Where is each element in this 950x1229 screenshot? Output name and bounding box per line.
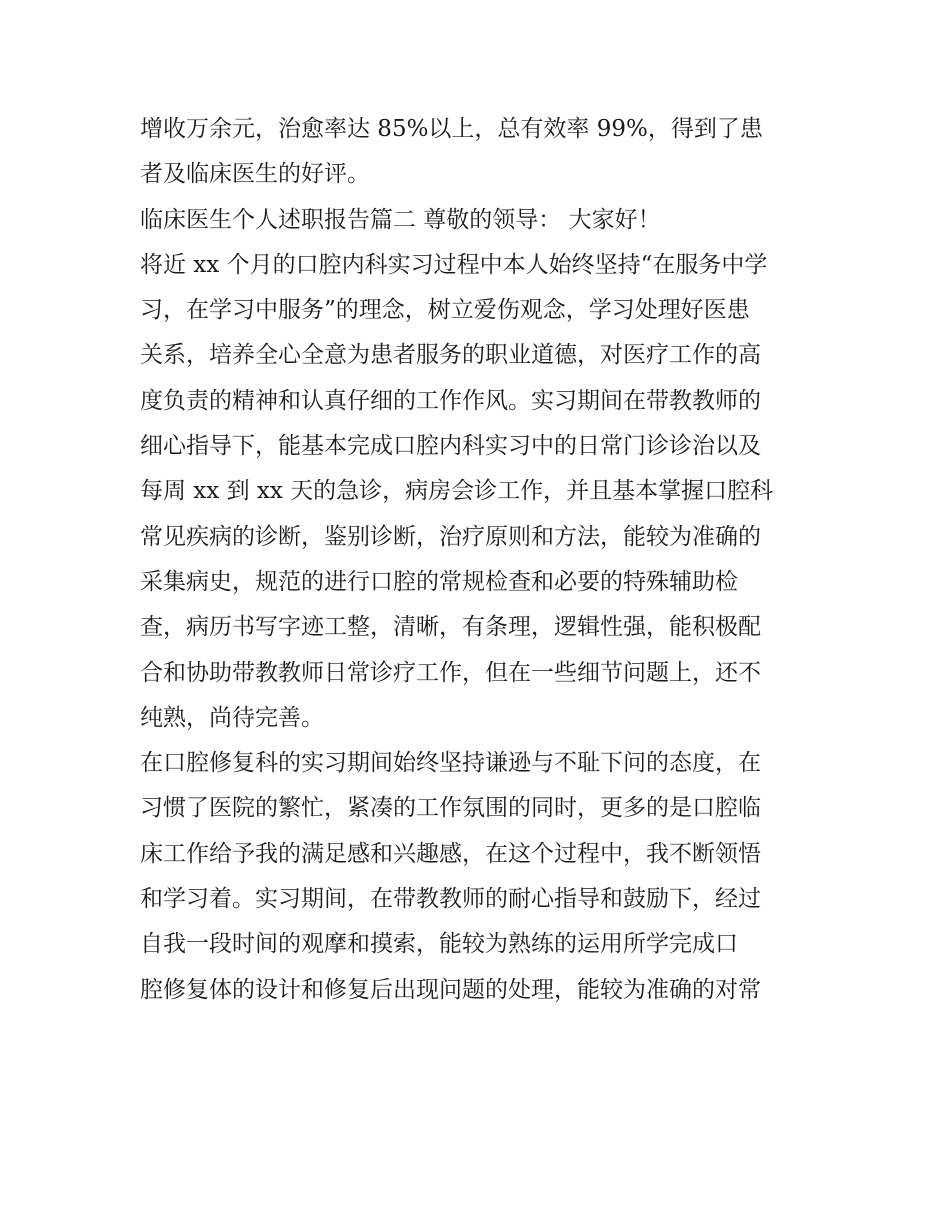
- text-line: 采集病史，规范的进行口腔的常规检查和必要的特殊辅助检: [140, 568, 738, 595]
- text-line: 纯熟，尚待完善。: [140, 704, 324, 731]
- text-line: 自我一段时间的观摩和摸索，能较为熟练的运用所学完成口: [140, 931, 738, 958]
- section-heading-line: 临床医生个人述职报告篇二 尊敬的领导： 大家好！: [140, 206, 661, 233]
- text-line: 习惯了医院的繁忙，紧凑的工作氛围的同时，更多的是口腔临: [140, 795, 761, 822]
- text-line: 和学习着。实习期间，在带教教师的耐心指导和鼓励下，经过: [140, 886, 761, 913]
- text-line: 将近 xx 个月的口腔内科实习过程中本人始终坚持“在服务中学: [140, 251, 768, 278]
- text-line: 常见疾病的诊断，鉴别诊断，治疗原则和方法，能较为准确的: [140, 523, 761, 550]
- text-line: 每周 xx 到 xx 天的急诊，病房会诊工作，并且基本掌握口腔科: [140, 478, 774, 505]
- text-line: 床工作给予我的满足感和兴趣感，在这个过程中，我不断领悟: [140, 840, 761, 867]
- document-body: [140, 107, 820, 1013]
- text-line: 者及临床医生的好评。: [140, 161, 370, 188]
- text-line: 习，在学习中服务”的理念，树立爱伤观念，学习处理好医患: [140, 297, 750, 324]
- text-line: 增收万余元，治愈率达 85%以上，总有效率 99%，得到了患: [140, 116, 763, 142]
- text-line: 度负责的精神和认真仔细的工作作风。实习期间在带教教师的: [140, 387, 761, 414]
- text-line: 在口腔修复科的实习期间始终坚持谦逊与不耻下问的态度，在: [140, 750, 761, 777]
- text-line: 细心指导下，能基本完成口腔内科实习中的日常门诊诊治以及: [140, 433, 761, 460]
- text-line: 腔修复体的设计和修复后出现问题的处理，能较为准确的对常: [140, 976, 761, 1003]
- text-line: 合和协助带教教师日常诊疗工作，但在一些细节问题上，还不: [140, 659, 761, 686]
- text-line: 关系，培养全心全意为患者服务的职业道德，对医疗工作的高: [140, 342, 761, 369]
- text-line: 查，病历书写字迹工整，清晰，有条理，逻辑性强，能积极配: [140, 614, 761, 641]
